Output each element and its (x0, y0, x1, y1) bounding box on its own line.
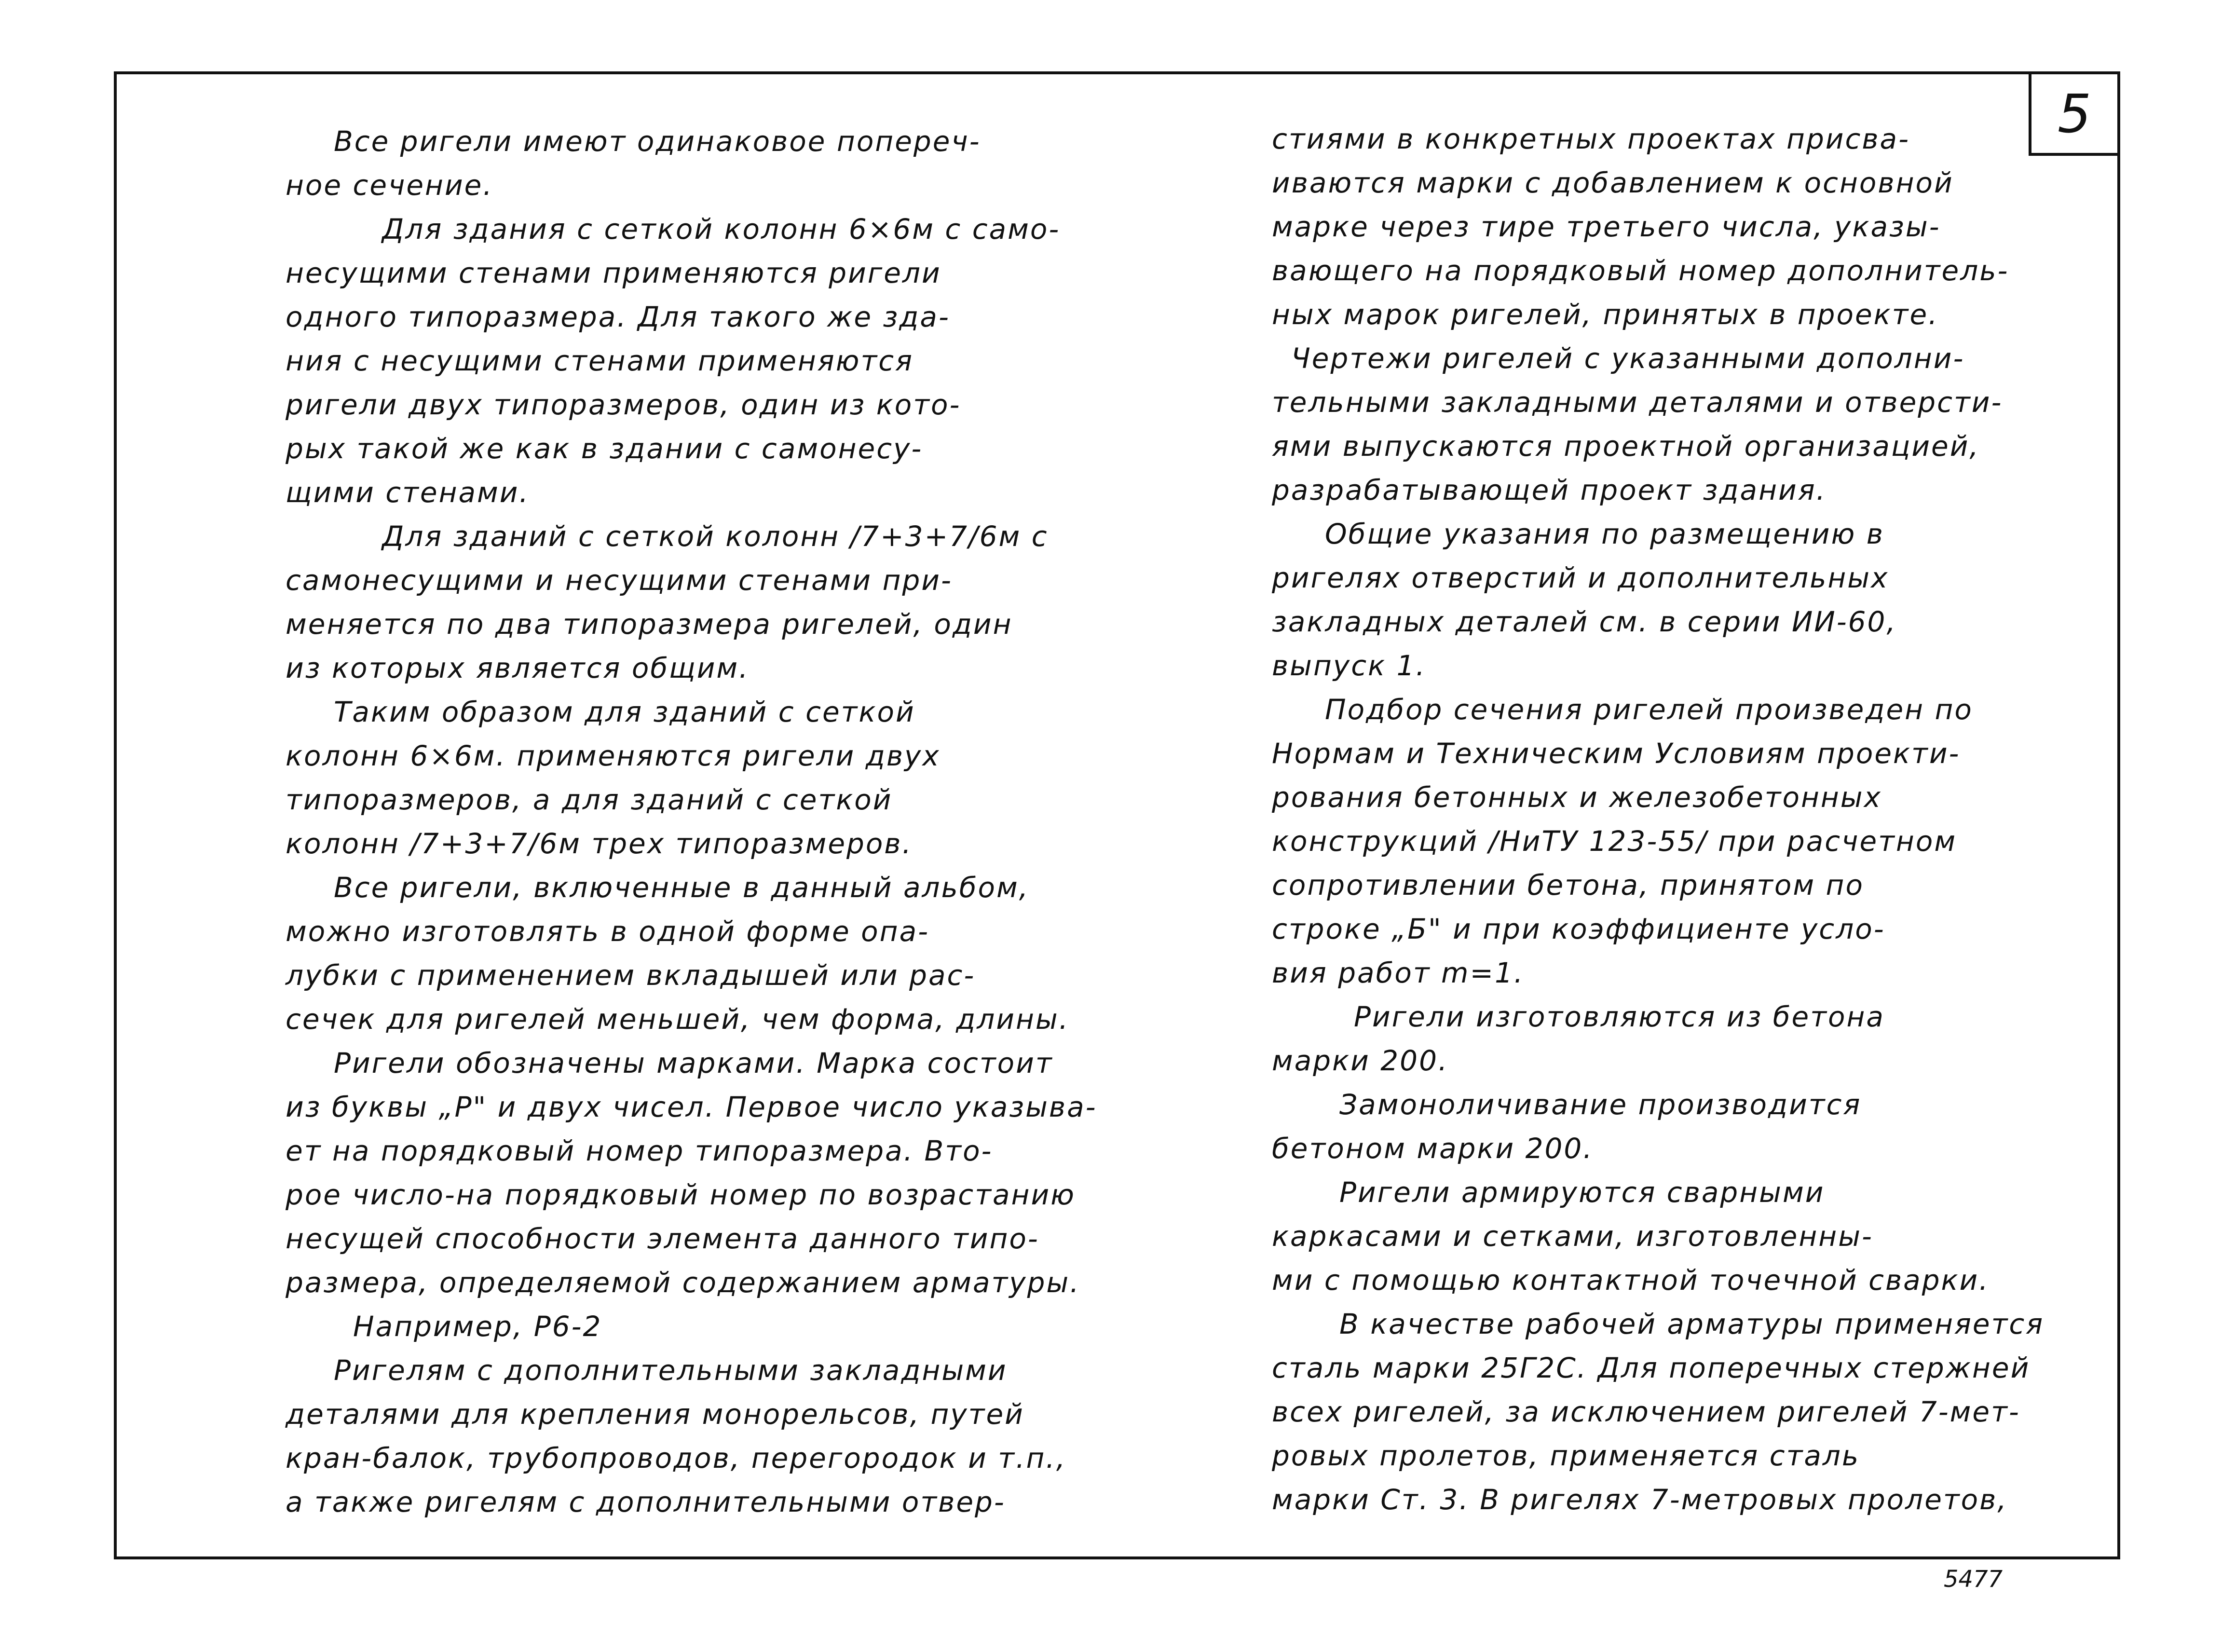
text-line: каркасами и сетками, изготовленны- (1272, 1220, 1873, 1253)
text-line: самонесущими и несущими стенами при- (286, 564, 953, 597)
text-line: размера, определяемой содержанием арматуры. (286, 1266, 1080, 1299)
text-line: тельными закладными деталями и отверсти- (1272, 386, 2003, 419)
text-line: Для здания с сеткой колонн 6×6м с само- (382, 213, 1061, 246)
text-line: Например, Р6-2 (353, 1310, 602, 1343)
text-line: марки Ст. 3. В ригелях 7-метровых пролетов, (1272, 1483, 2008, 1516)
text-line: ригели двух типоразмеров, один из кото- (286, 388, 961, 421)
text-line: рования бетонных и железобетонных (1272, 781, 1882, 814)
text-line: меняется по два типоразмера ригелей, один (286, 608, 1013, 641)
text-line: деталями для крепления монорельсов, путей (286, 1398, 1024, 1431)
text-line: ями выпускаются проектной организацией, (1272, 430, 1980, 463)
text-line: рых такой же как в здании с самонесу- (286, 432, 923, 465)
document-sheet (114, 71, 2120, 1559)
text-line: ных марок ригелей, принятых в проекте. (1272, 298, 1939, 331)
text-line: всех ригелей, за исключением ригелей 7-мет- (1272, 1395, 2020, 1428)
text-line: Для зданий с сеткой колонн /7+3+7/6м с (382, 520, 1049, 553)
page-number: 5 (2058, 82, 2091, 145)
text-line: бетоном марки 200. (1272, 1132, 1594, 1165)
text-line: ное сечение. (286, 169, 493, 202)
text-line: сечек для ригелей меньшей, чем форма, длины. (286, 1003, 1070, 1036)
text-line: марки 200. (1272, 1044, 1449, 1077)
text-line: ния с несущими стенами применяются (286, 344, 914, 377)
text-line: закладных деталей см. в серии ИИ-60, (1272, 605, 1897, 638)
text-line: Ригелям с дополнительными закладными (334, 1354, 1008, 1387)
text-line: из буквы „Р" и двух чисел. Первое число указыва- (286, 1091, 1097, 1123)
text-line: колонн /7+3+7/6м трех типоразмеров. (286, 827, 913, 860)
text-line: рое число-на порядковый номер по возрастанию (286, 1178, 1076, 1211)
text-line: сталь марки 25Г2С. Для поперечных стержней (1272, 1352, 2031, 1384)
text-line: Подбор сечения ригелей произведен по (1325, 693, 1973, 726)
text-line: из которых является общим. (286, 652, 750, 684)
text-line: строке „Б" и при коэффициенте усло- (1272, 913, 1885, 945)
text-line: сопротивлении бетона, принятом по (1272, 869, 1864, 901)
text-line: щими стенами. (286, 476, 530, 509)
text-line: иваются марки с добавлением к основной (1272, 166, 1954, 199)
text-line: Ригели обозначены марками. Марка состоит (334, 1047, 1053, 1079)
text-line: несущей способности элемента данного типо- (286, 1222, 1039, 1255)
text-line: В качестве рабочей арматуры применяется (1339, 1308, 2045, 1340)
text-line: колонн 6×6м. применяются ригели двух (286, 739, 941, 772)
text-line: Ригели армируются сварными (1339, 1176, 1825, 1209)
text-line: Ригели изготовляются из бетона (1354, 1000, 1885, 1033)
text-line: можно изготовлять в одной форме опа- (286, 915, 930, 948)
page-number-box (2029, 71, 2120, 156)
text-line: стиями в конкретных проектах присва- (1272, 123, 1910, 155)
text-line: ровых пролетов, применяется сталь (1272, 1439, 1860, 1472)
document-code: 5477 (1944, 1566, 2003, 1593)
text-line: Нормам и Техническим Условиям проекти- (1272, 737, 1961, 770)
text-line: ригелях отверстий и дополнительных (1272, 561, 1889, 594)
text-line: выпуск 1. (1272, 649, 1426, 682)
text-line: Замоноличивание производится (1339, 1088, 1862, 1121)
text-line: Чертежи ригелей с указанными дополни- (1291, 342, 1965, 375)
text-line: вия работ m=1. (1272, 956, 1525, 989)
text-line: ет на порядковый номер типоразмера. Вто- (286, 1134, 993, 1167)
text-line: марке через тире третьего числа, указы- (1272, 210, 1941, 243)
text-line: кран-балок, трубопроводов, перегородок и т.п., (286, 1442, 1067, 1475)
text-line: вающего на порядковый номер дополнитель- (1272, 254, 2009, 287)
text-line: ми с помощью контактной точечной сварки. (1272, 1264, 1990, 1297)
text-line: лубки с применением вкладышей или рас- (286, 959, 976, 992)
text-line: а также ригелям с дополнительными отвер- (286, 1486, 1006, 1518)
text-line: типоразмеров, а для зданий с сеткой (286, 783, 893, 816)
text-line: конструкций /НиТУ 123-55/ при расчетном (1272, 825, 1957, 858)
text-line: несущими стенами применяются ригели (286, 257, 941, 289)
text-line: Таким образом для зданий с сеткой (334, 696, 915, 728)
text-line: Все ригели, включенные в данный альбом, (334, 871, 1030, 904)
text-line: Все ригели имеют одинаковое попереч- (334, 125, 981, 158)
text-line: Общие указания по размещению в (1325, 518, 1884, 550)
text-line: разрабатывающей проект здания. (1272, 474, 1827, 506)
text-line: одного типоразмера. Для такого же зда- (286, 300, 950, 333)
